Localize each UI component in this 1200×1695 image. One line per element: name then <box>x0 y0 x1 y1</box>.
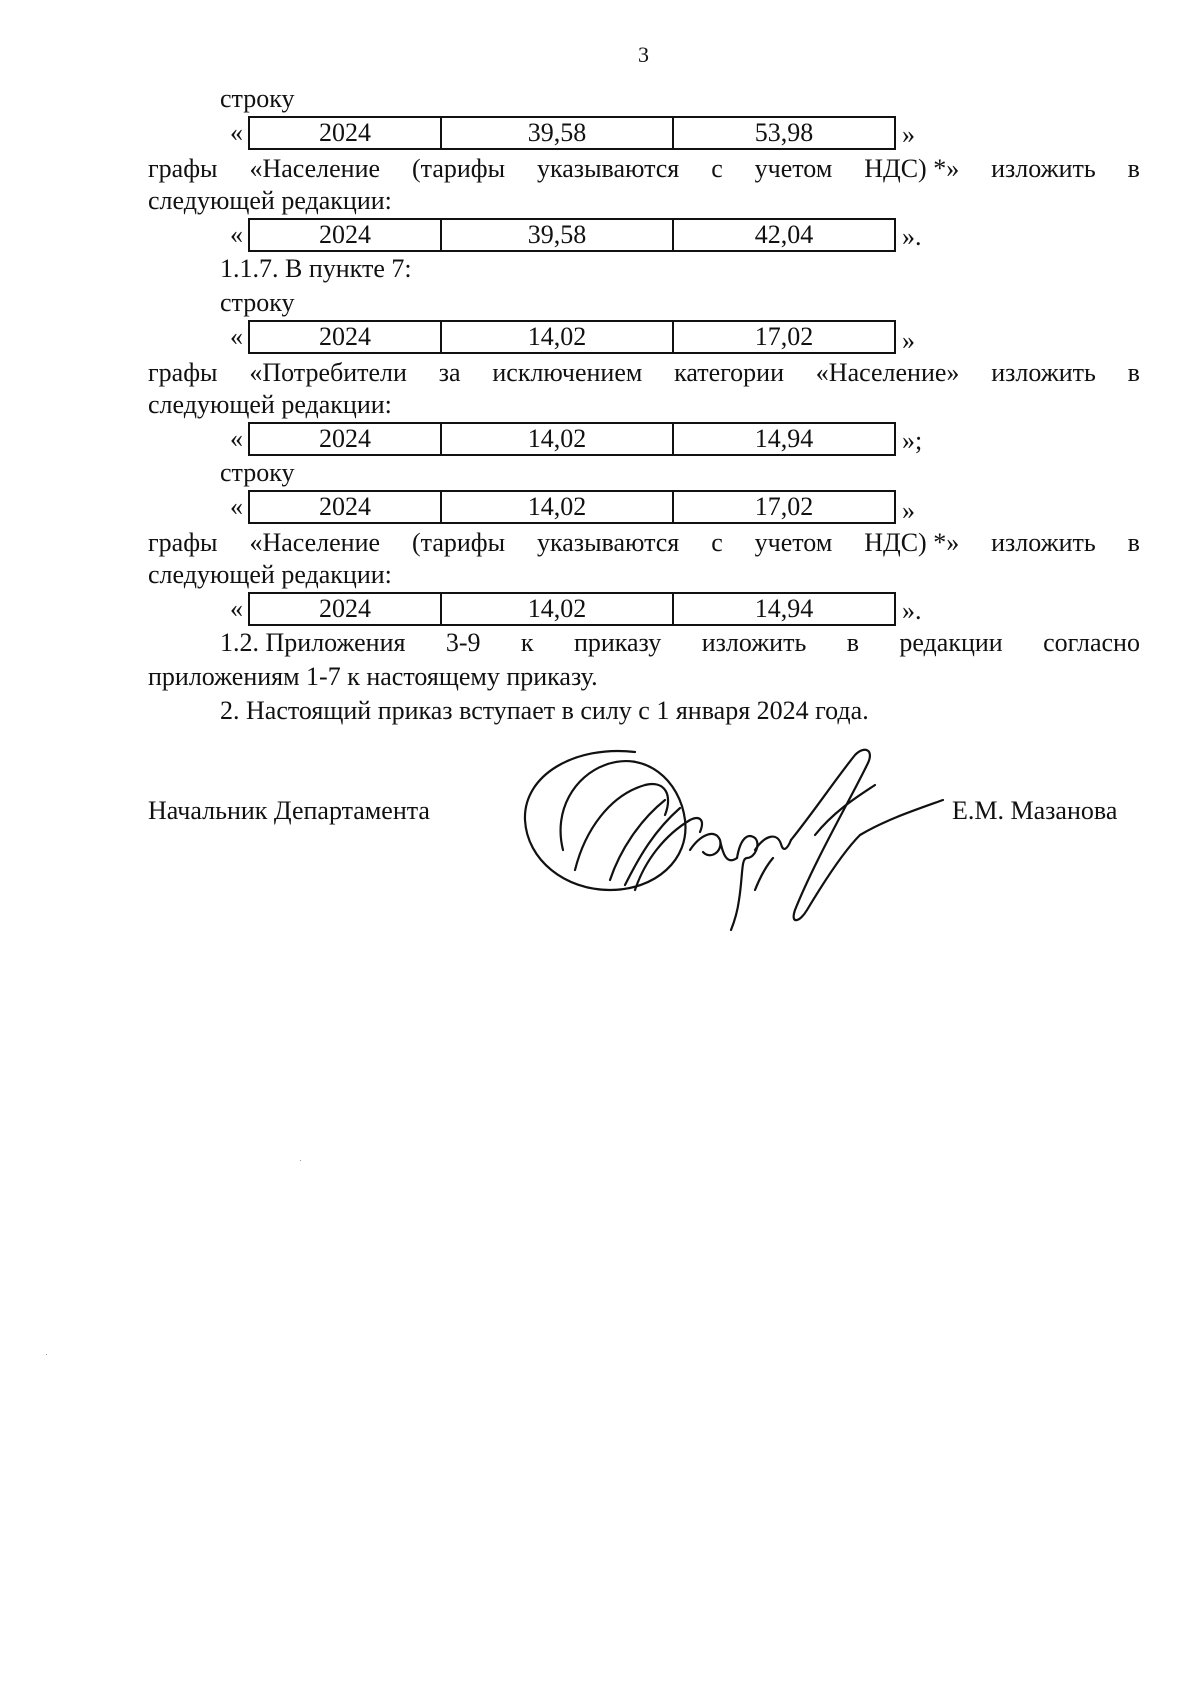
value-cell-new: 17,02 <box>673 491 895 523</box>
handwritten-signature <box>515 740 945 950</box>
year-cell: 2024 <box>249 491 441 523</box>
close-quote: » <box>902 326 915 355</box>
paragraph-consumers: графы «Потребители за исключением категории «Население» изложить в <box>148 358 1140 387</box>
tariff-row <box>248 422 896 456</box>
value-cell-old: 14,02 <box>441 593 673 625</box>
close-quote: ». <box>902 596 922 625</box>
tariff-row <box>248 320 896 354</box>
paragraph-item-1-2-line2: приложениям 1-7 к настоящему приказу. <box>148 662 598 691</box>
paragraph-population-1: графы «Население (тарифы указываются с учетом НДС) *» изложить в <box>148 154 1140 183</box>
tariff-row <box>248 490 896 524</box>
open-quote: « <box>230 594 243 623</box>
open-quote: « <box>230 118 243 147</box>
value-cell-new: 42,04 <box>673 219 895 251</box>
signatory-name: Е.М. Мазанова <box>952 796 1118 825</box>
row-label: строку <box>220 458 295 487</box>
value-cell-old: 14,02 <box>441 491 673 523</box>
row-label: строку <box>220 288 295 317</box>
paragraph-population-2: графы «Население (тарифы указываются с учетом НДС) *» изложить в <box>148 528 1140 557</box>
value-cell-new: 14,94 <box>673 593 895 625</box>
year-cell: 2024 <box>249 117 441 149</box>
scan-speck <box>46 1354 47 1355</box>
paragraph-item-2: 2. Настоящий приказ вступает в силу с 1 января 2024 года. <box>220 696 869 725</box>
close-quote: » <box>902 496 915 525</box>
value-cell-old: 39,58 <box>441 219 673 251</box>
signatory-title: Начальник Департамента <box>148 796 430 825</box>
item-heading: 1.1.7. В пункте 7: <box>220 254 412 283</box>
value-cell-new: 53,98 <box>673 117 895 149</box>
year-cell: 2024 <box>249 423 441 455</box>
value-cell-old: 14,02 <box>441 423 673 455</box>
open-quote: « <box>230 220 243 249</box>
tariff-row <box>248 592 896 626</box>
next-edition-text: следующей редакции: <box>148 390 392 419</box>
row-label: строку <box>220 84 295 113</box>
close-quote: ». <box>902 222 922 251</box>
tariff-row <box>248 116 896 150</box>
value-cell-old: 14,02 <box>441 321 673 353</box>
year-cell: 2024 <box>249 219 441 251</box>
next-edition-text: следующей редакции: <box>148 186 392 215</box>
paragraph-item-1-2: 1.2. Приложения 3-9 к приказу изложить в редакции согласно <box>220 628 1140 657</box>
year-cell: 2024 <box>249 321 441 353</box>
value-cell-old: 39,58 <box>441 117 673 149</box>
next-edition-text: следующей редакции: <box>148 560 392 589</box>
open-quote: « <box>230 492 243 521</box>
open-quote: « <box>230 322 243 351</box>
value-cell-new: 17,02 <box>673 321 895 353</box>
close-quote: » <box>902 120 915 149</box>
scan-speck <box>300 1160 301 1161</box>
year-cell: 2024 <box>249 593 441 625</box>
open-quote: « <box>230 424 243 453</box>
close-quote: »; <box>902 426 923 455</box>
tariff-row <box>248 218 896 252</box>
page-number: 3 <box>638 42 649 67</box>
value-cell-new: 14,94 <box>673 423 895 455</box>
